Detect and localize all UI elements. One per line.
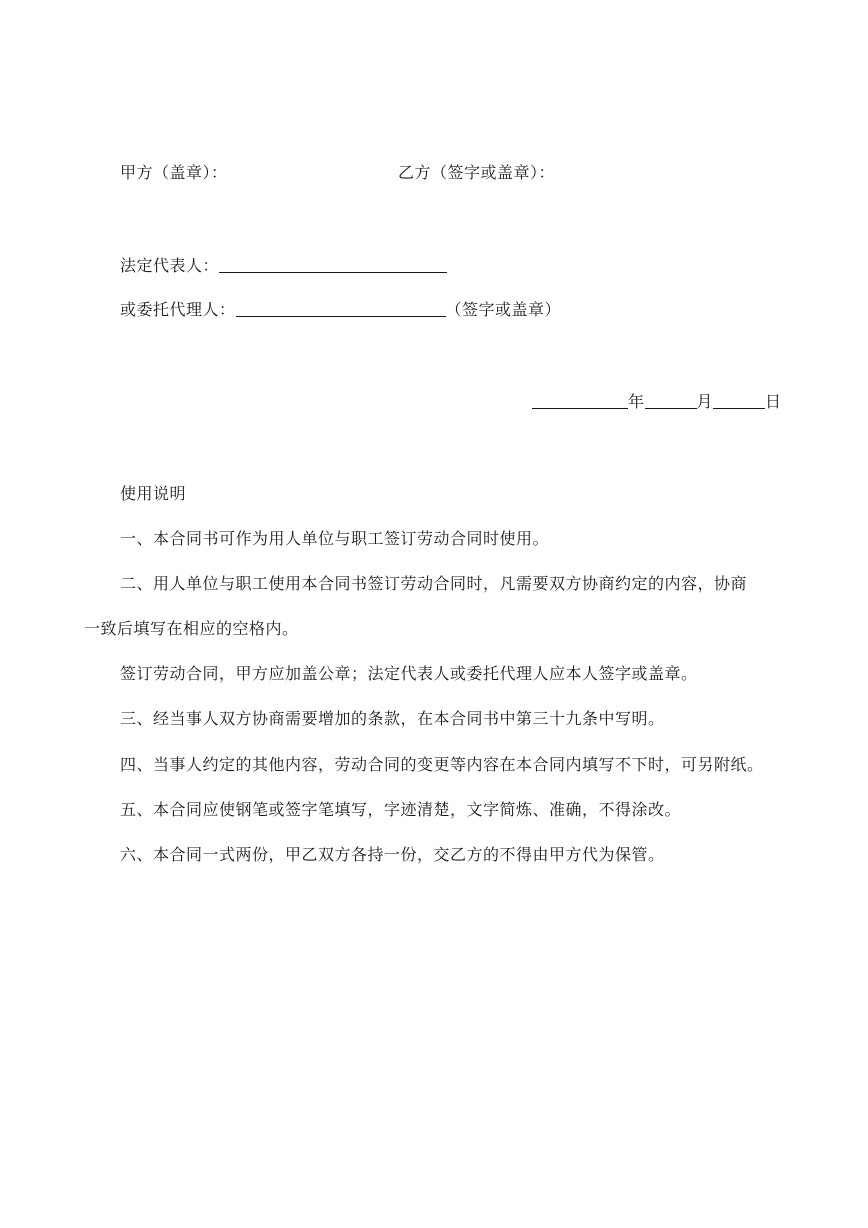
agent-label: 或委托代理人：: [120, 300, 236, 319]
instruction-item-1: 一、本合同书可作为用人单位与职工签订劳动合同时使用。: [120, 529, 550, 548]
month-blank[interactable]: [645, 392, 697, 409]
day-label: 日: [765, 392, 782, 411]
instruction-item-2-line-1: 二、用人单位与职工使用本合同书签订劳动合同时，凡需要双方协商约定的内容，协商: [120, 574, 748, 593]
instruction-item-2-line-2: 一致后填写在相应的空格内。: [84, 619, 299, 638]
instruction-item-4: 四、当事人约定的其他内容，劳动合同的变更等内容在本合同内填写不下时，可另附纸。: [120, 755, 764, 774]
legal-rep-row: [120, 256, 447, 276]
instruction-item-2-note: 签订劳动合同，甲方应加盖公章；法定代表人或委托代理人应本人签字或盖章。: [120, 664, 698, 683]
day-blank[interactable]: [713, 392, 765, 409]
party-a-label: 甲方（盖章）：: [120, 163, 228, 182]
instruction-item-6: 六、本合同一式两份，甲乙双方各持一份，交乙方的不得由甲方代为保管。: [120, 845, 665, 864]
instruction-item-5: 五、本合同应使钢笔或签字笔填写，字迹清楚，文字简炼、准确，不得涂改。: [120, 800, 682, 819]
legal-rep-blank[interactable]: [219, 256, 447, 273]
instruction-item-3: 三、经当事人双方协商需要增加的条款，在本合同书中第三十九条中写明。: [120, 709, 665, 728]
year-label: 年: [628, 392, 645, 411]
year-blank[interactable]: [532, 392, 628, 409]
legal-rep-label: 法定代表人：: [120, 256, 220, 275]
agent-suffix: （签字或盖章）: [445, 300, 562, 319]
instructions-heading: 使用说明: [120, 484, 187, 503]
agent-row: [120, 300, 561, 320]
month-label: 月: [696, 392, 714, 411]
date-row: [532, 392, 782, 412]
party-b-label: 乙方（签字或盖章）：: [398, 163, 556, 182]
agent-blank[interactable]: [236, 300, 446, 317]
